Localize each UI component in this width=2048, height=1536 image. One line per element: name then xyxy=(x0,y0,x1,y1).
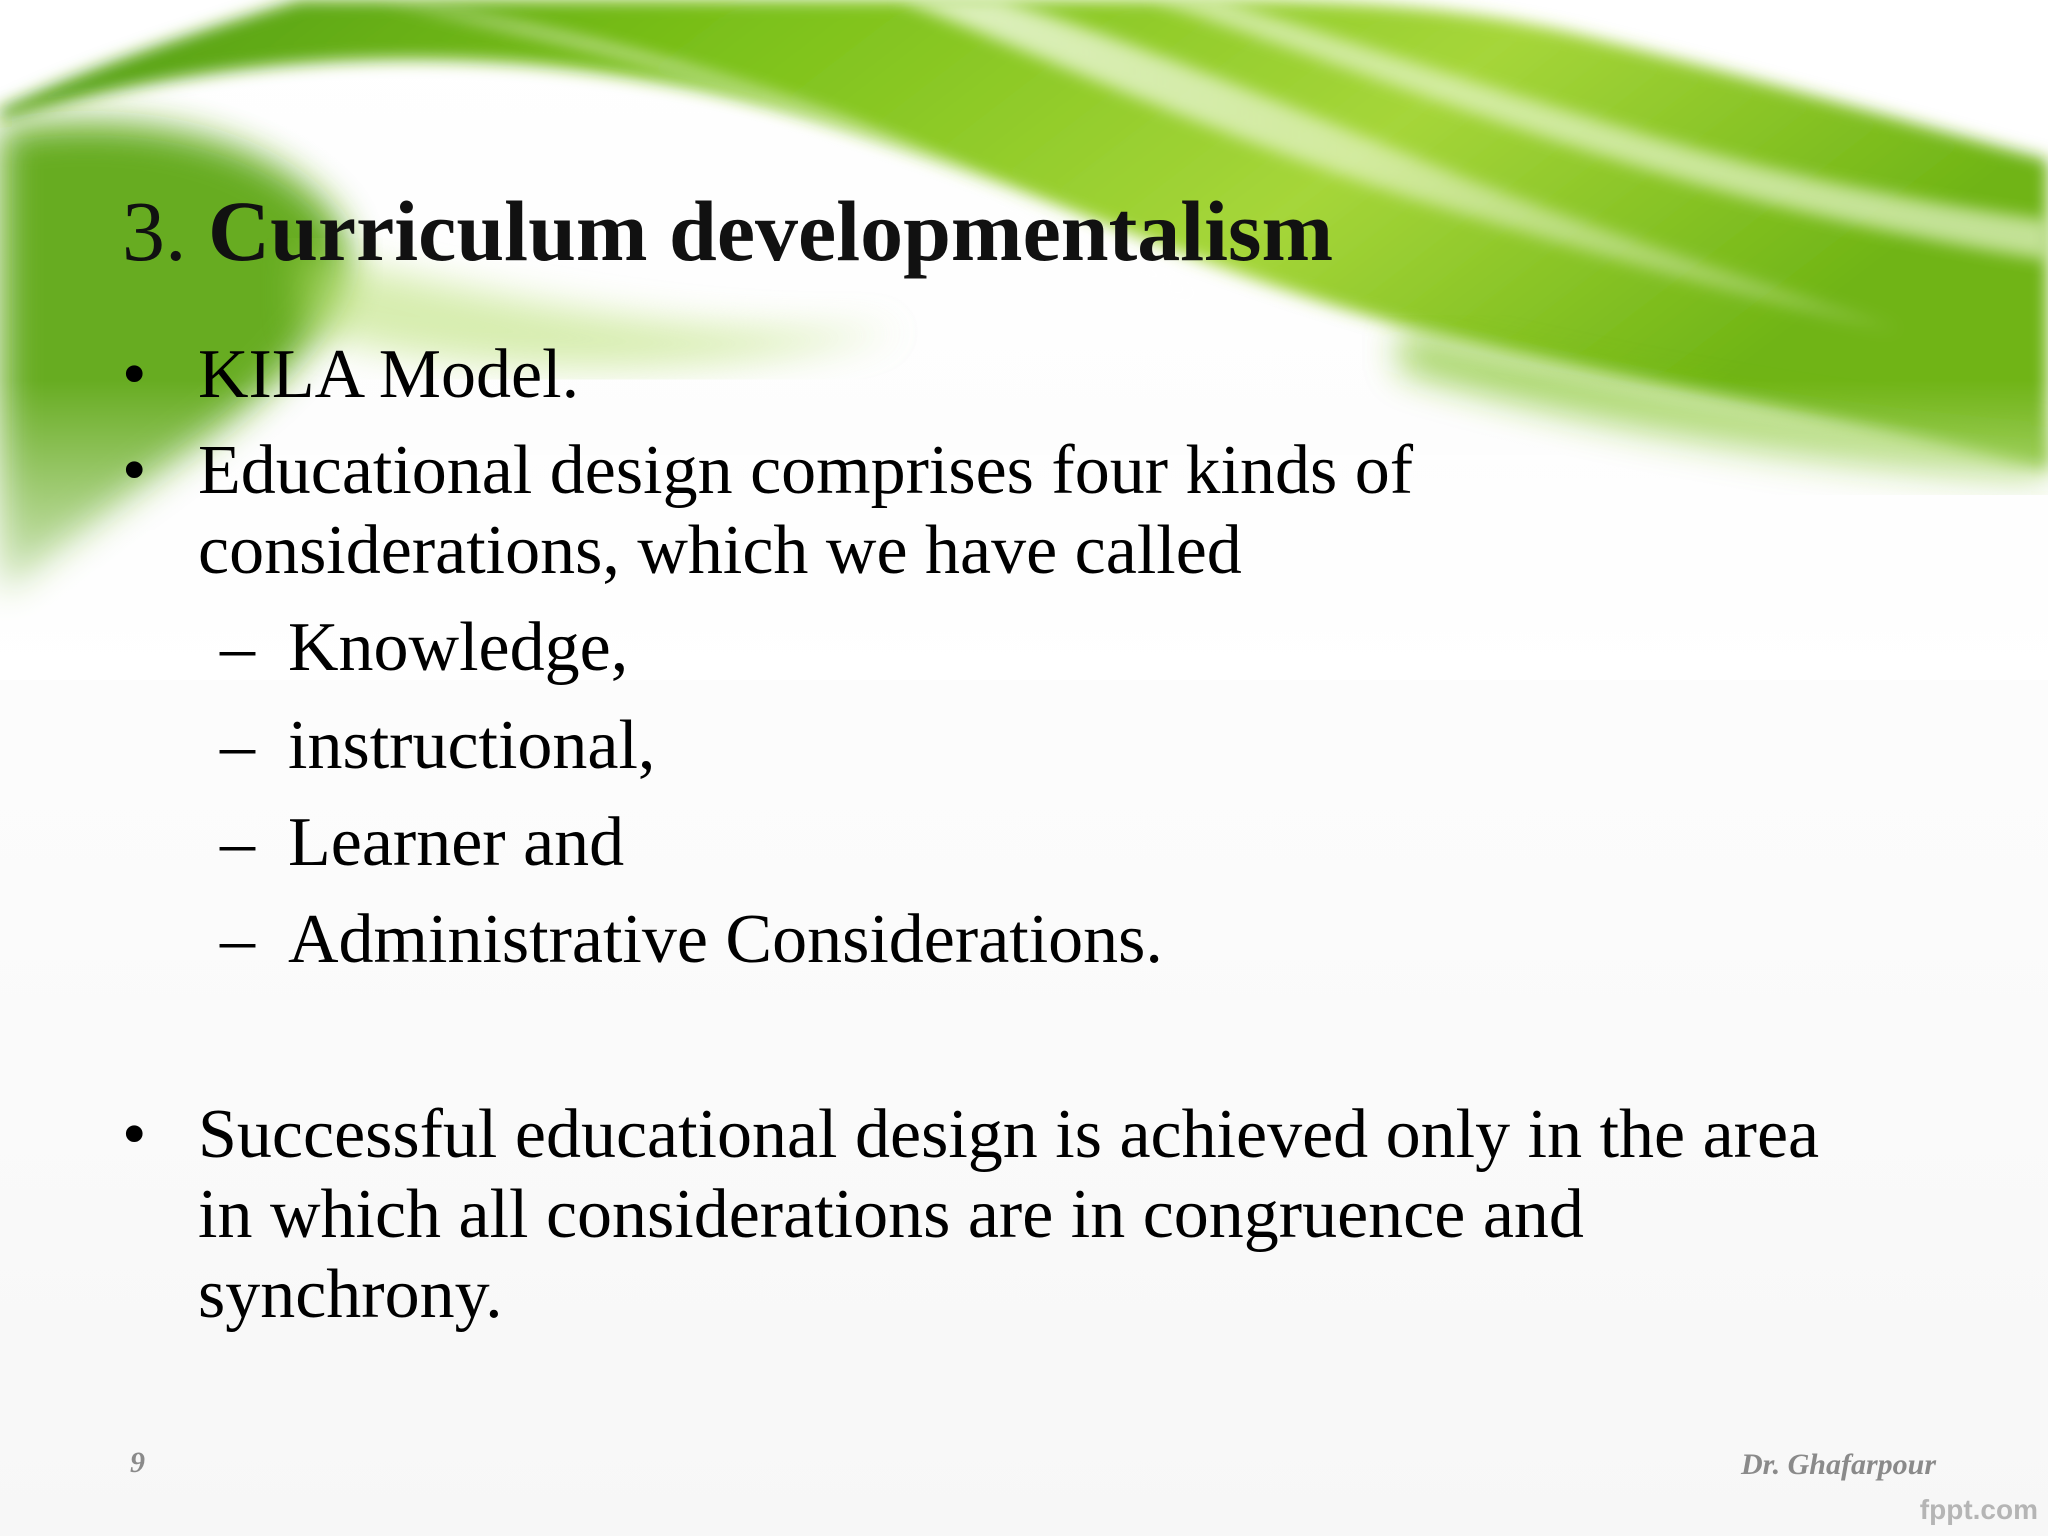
slide-page-number: 9 xyxy=(130,1446,145,1479)
bullet-text: Educational design comprises four kinds of xyxy=(198,432,1414,509)
bullet-text: Successful educational design is achieved only in the area xyxy=(198,1096,1820,1173)
title-text: Curriculum developmentalism xyxy=(208,183,1334,279)
sub-item-marker: – xyxy=(220,804,255,881)
title-number: 3. xyxy=(122,183,187,279)
bullet-marker: • xyxy=(122,1096,147,1173)
bullet-marker: • xyxy=(122,336,147,413)
sub-item-text: instructional, xyxy=(288,707,656,784)
sub-item-text: Learner and xyxy=(288,804,625,881)
sub-item-marker: – xyxy=(220,901,255,978)
sub-item-marker: – xyxy=(220,707,255,784)
bullet-marker: • xyxy=(122,432,147,509)
sub-item-text: Administrative Considerations. xyxy=(288,901,1163,978)
sub-item-text: Knowledge, xyxy=(288,609,629,686)
sub-item-marker: – xyxy=(220,609,255,686)
bullet-text: in which all considerations are in congruence and xyxy=(198,1176,1584,1253)
bullet-text: KILA Model. xyxy=(198,336,580,413)
slide-author: Dr. Ghafarpour xyxy=(1740,1448,1936,1481)
bullet-text: considerations, which we have called xyxy=(198,512,1242,589)
watermark: fppt.com xyxy=(1919,1494,2038,1525)
slide-title xyxy=(122,183,1334,279)
bullet-text: synchrony. xyxy=(198,1256,503,1333)
